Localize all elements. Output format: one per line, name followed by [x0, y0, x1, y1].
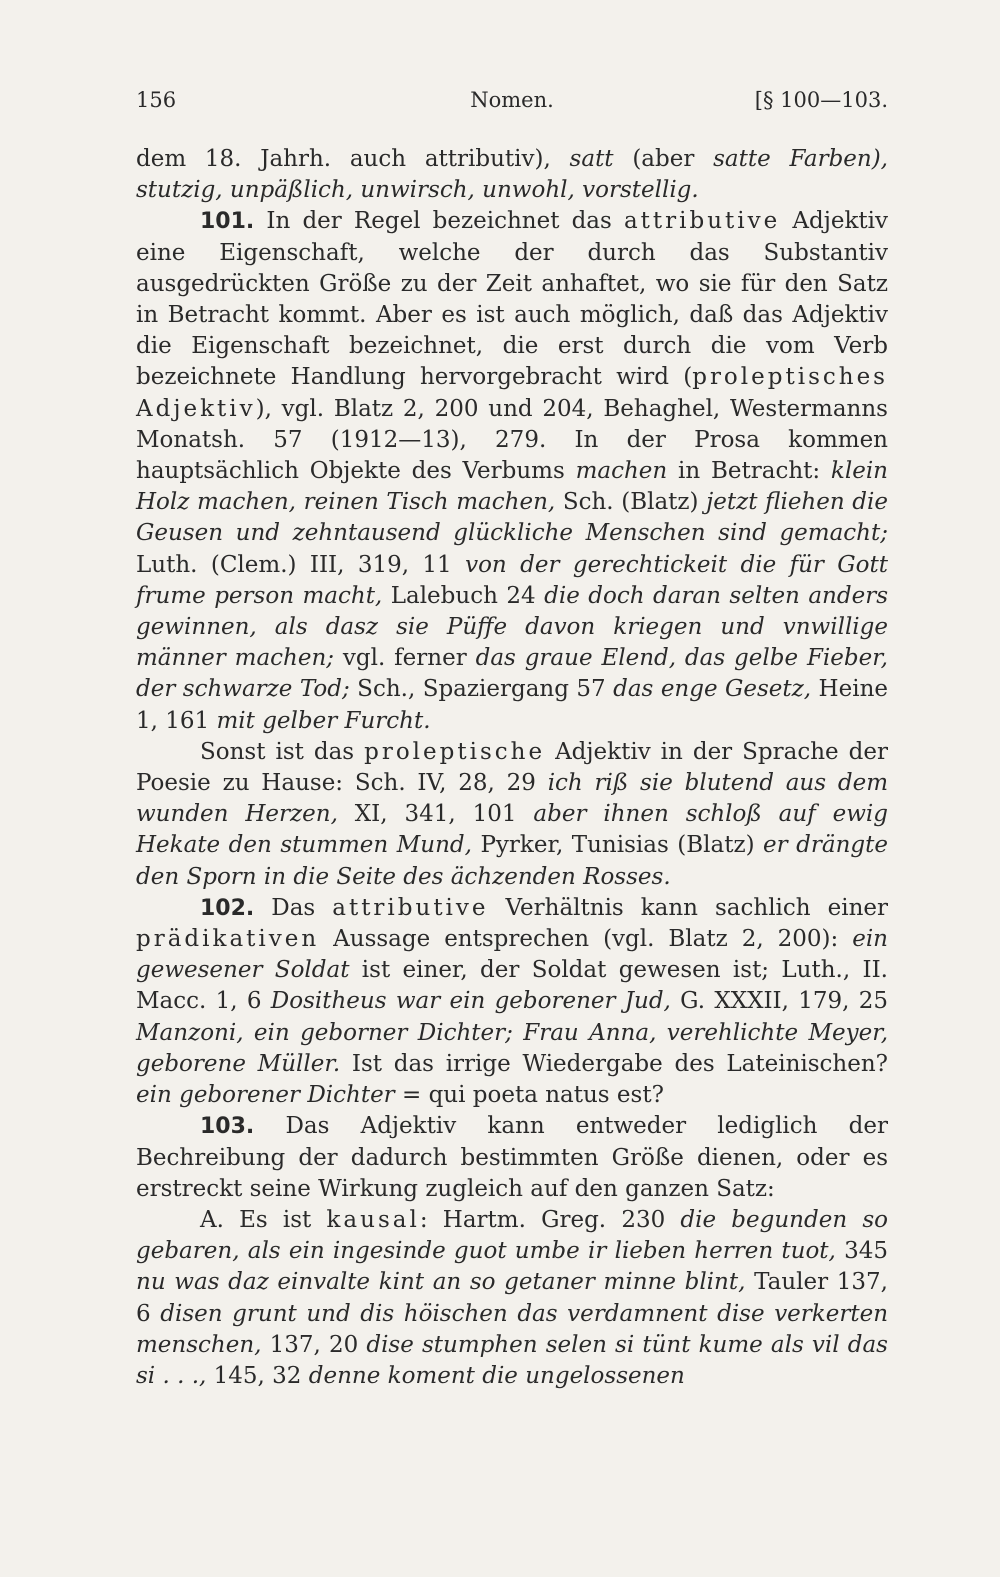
paragraph-103: 103. Das Adjektiv kann entweder lediglich der Bechreibung der dadurch bestimmten Größe dienen, oder es erstreckt seine Wirkung zugleich auf den ganzen Satz:	[136, 1113, 888, 1202]
paragraph-101: 101. In der Regel bezeichnet das attributive Adjektiv eine Eigenschaft, welche der durch das Substantiv ausgedrückten Größe zu der Zeit anhaftet, wo sie für den Satz in Betracht kommt. Aber es ist auch möglich, daß das Adjektiv die Eigenschaft bezeichnet, die erst durch die vom Verb bezeichnete Handlung hervorgebracht wird (proleptisches Adjektiv), vgl. Blatz 2, 200 und 204, Behaghel, Westermanns Monatsh. 57 (1912—13), 279. In der Prosa kommen hauptsächlich Objekte des Verbums machen in Betracht: klein Holz machen, reinen Tisch machen, Sch. (Blatz) jetzt fliehen die Geusen und zehntausend glückliche Menschen sind gemacht; Luth. (Clem.) III, 319, 11 von der gerechtickeit die für Gott frume person macht, Lalebuch 24 die doch daran selten anders gewinnen, als dasz sie Püffe davon kriegen und vnwillige männer machen; vgl. ferner das graue Elend, das gelbe Fieber, der schwarze Tod; Sch., Spaziergang 57 das enge Gesetz, Heine 1, 161 mit gelber Furcht.	[136, 208, 889, 734]
running-title: Nomen.	[470, 88, 554, 112]
page-number: 156	[136, 88, 177, 112]
section-number: 102.	[200, 895, 255, 921]
paragraph-101-poetry: Sonst ist das proleptische Adjektiv in der Sprache der Poesie zu Hause: Sch. IV, 28, 29 ich riß sie blutend aus dem wunden Herzen, XI, 341, 101 aber ihnen schloß auf ewig Hekate den stummen Mund, Pyrker, Tunisias (Blatz) er drängte den Sporn in die Seite des ächzenden Rosses.	[136, 738, 888, 890]
running-header	[136, 88, 888, 118]
section-number: 101.	[200, 209, 255, 235]
section-number: 103.	[200, 1114, 255, 1140]
section-range: [§ 100—103.	[754, 88, 888, 112]
body-text	[136, 144, 888, 1392]
paragraph-103-a: A. Es ist kausal: Hartm. Greg. 230 die begunden so gebaren, als ein ingesinde guot umbe ir lieben herren tuot, 345 nu was daz einvalte kint an so getaner minne blint, Tauler 137, 6 disen grunt und dis höischen das verdamnent dise verkerten menschen, 137, 20 dise stumphen selen si tünt kume als vil das si . . ., 145, 32 denne koment die ungelossenen	[136, 1206, 889, 1389]
paragraph-102: 102. Das attributive Verhältnis kann sachlich einer prädikativen Aussage entsprechen (vgl. Blatz 2, 200): ein gewesener Soldat ist einer, der Soldat gewesen ist; Luth., II. Macc. 1, 6 Dositheus war ein geborener Jud, G. XXXII, 179, 25 Manzoni, ein geborner Dichter; Frau Anna, verehlichte Meyer, geborene Müller. Ist das irrige Wiedergabe des Lateinischen? ein geborener Dichter = qui poeta natus est?	[136, 894, 888, 1109]
paragraph-100-continuation: dem 18. Jahrh. auch attributiv), satt (aber satte Farben), stutzig, unpäßlich, unwirsch, unwohl, vorstellig.	[136, 146, 888, 204]
